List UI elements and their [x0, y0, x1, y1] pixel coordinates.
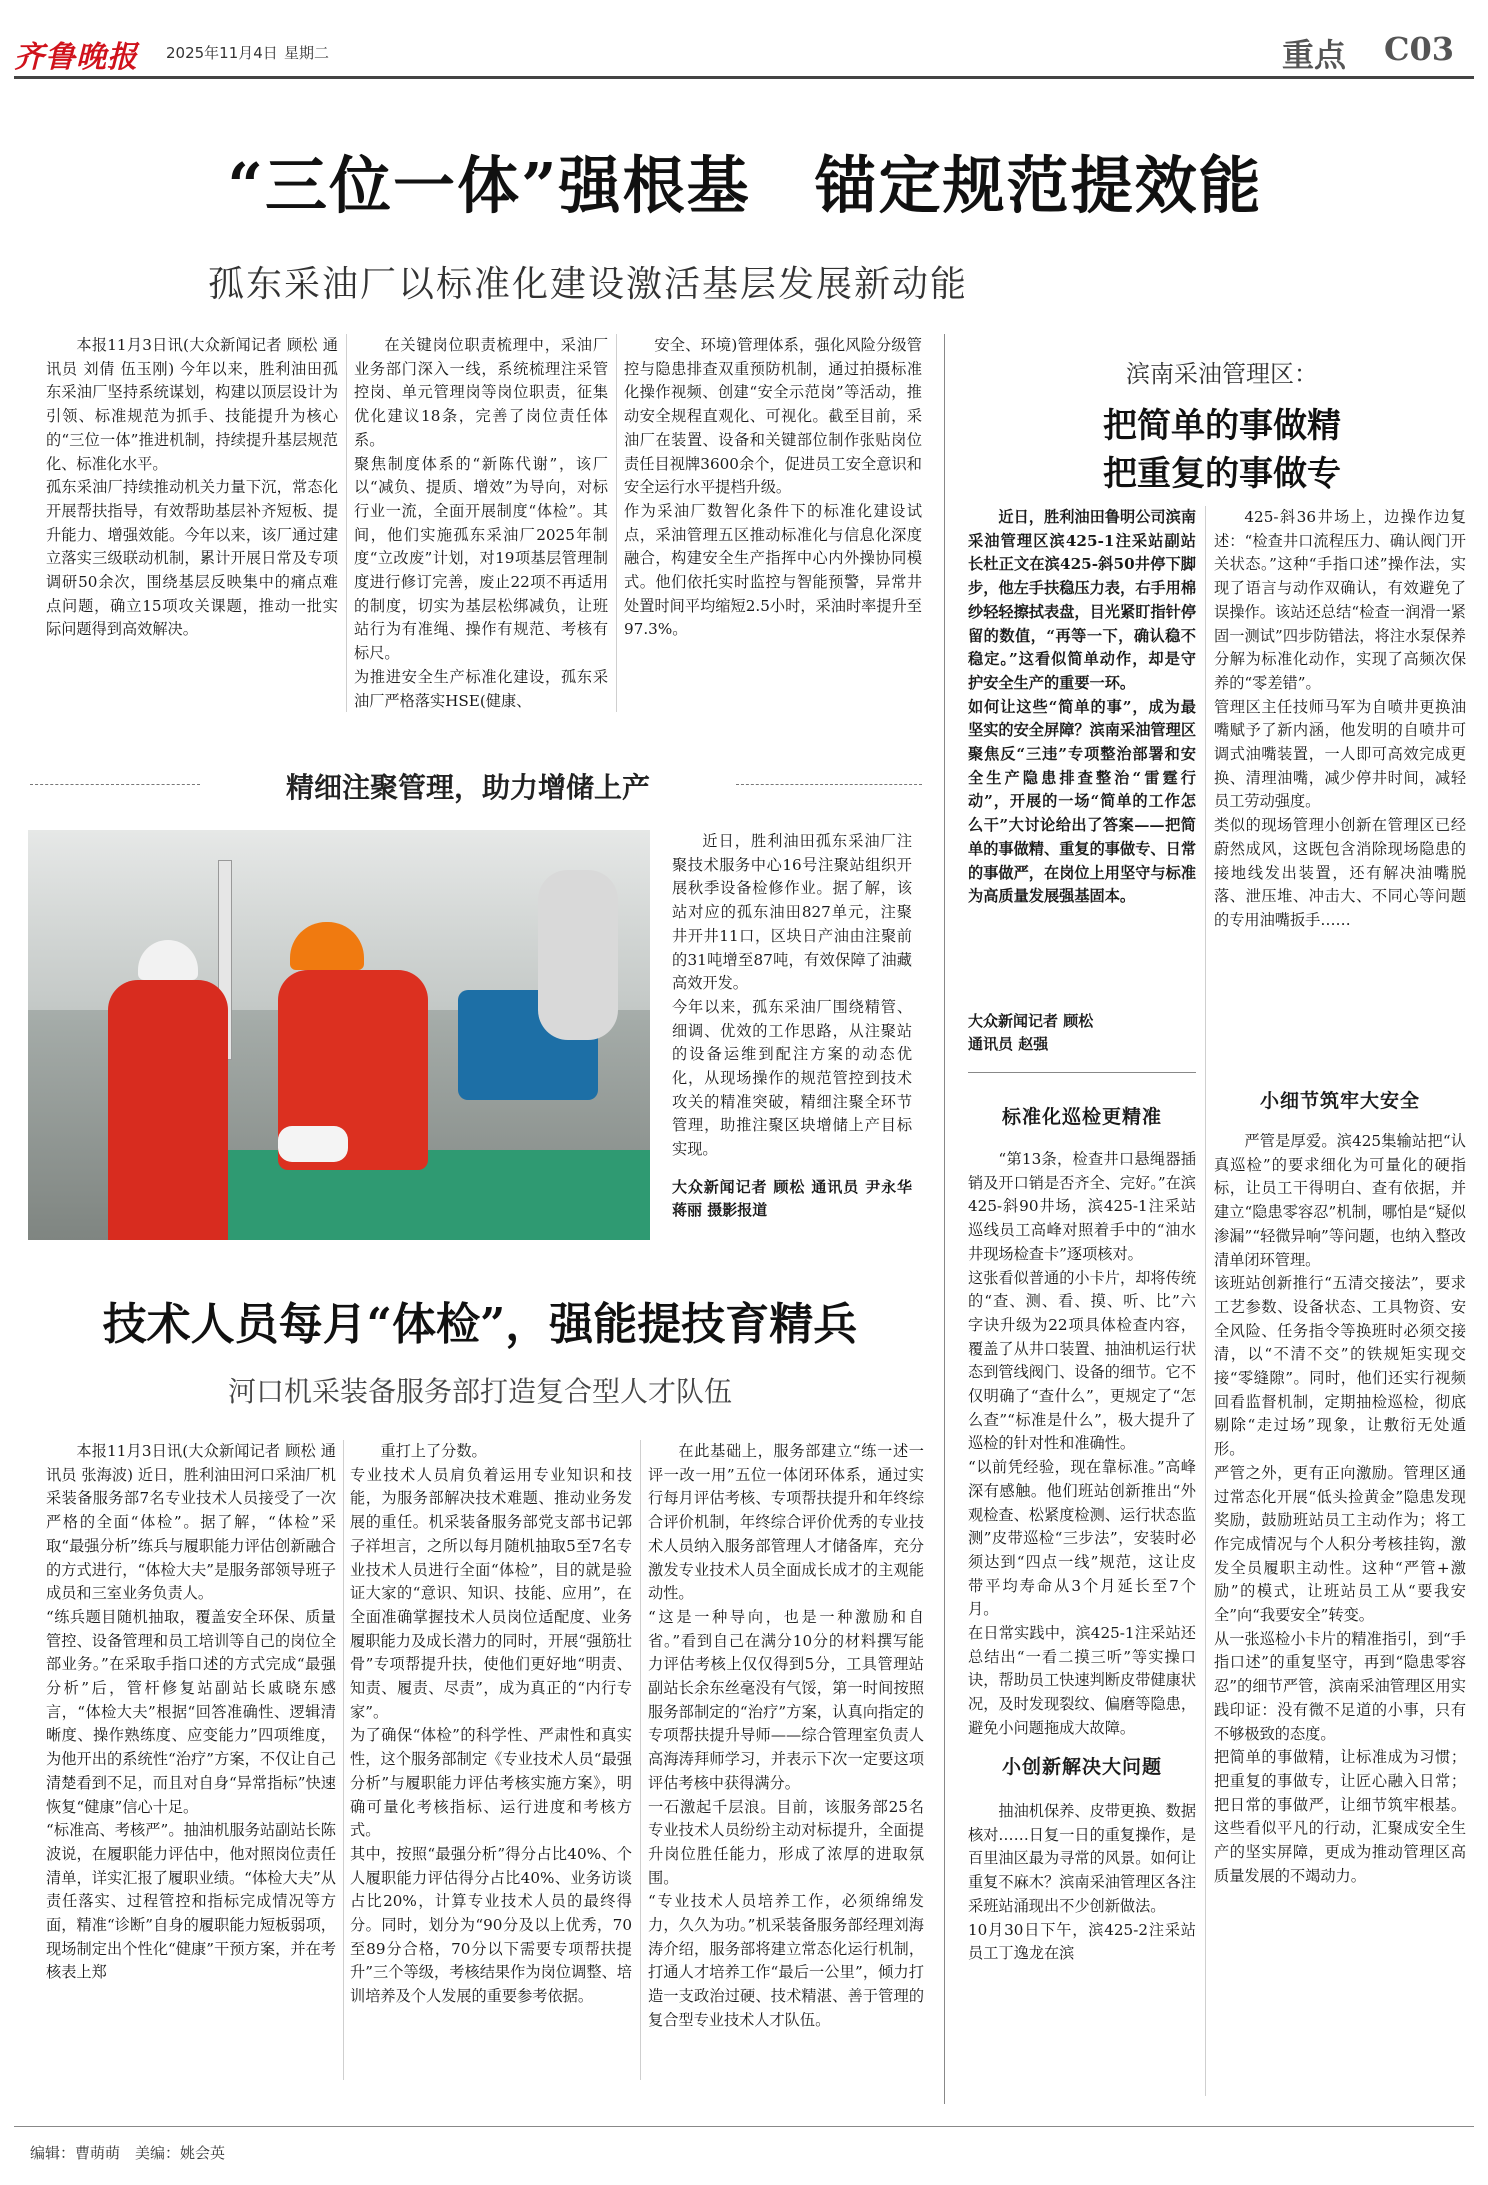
side-headline-2: 把重复的事做专 — [1103, 454, 1341, 494]
footer-editor: 编辑：曹萌萌 美编：姚会英 — [30, 2144, 226, 2162]
column-divider — [343, 1440, 344, 2080]
footer-rule — [14, 2126, 1474, 2127]
column-divider — [616, 334, 617, 712]
side-subhead-3: 小细节筑牢大安全 — [1259, 1090, 1420, 1112]
photo-story-text: 近日，胜利油田孤东采油厂注聚技术服务中心16号注聚站组织开展秋季设备检修作业。据了解，该站对应的孤东油田827单元，注聚井开井11口，区块日产油由注聚前的31吨增至87吨，有效保障了油藏高效开发。 今年以来，孤东采油厂围绕精管、细调、优效的工作思路，从注聚站的设备运维到配注方案的动态优化，从现场操作的规范管控到技术攻关的精准突破，精细注聚全环节管理，助推注聚区块增储上产目标实现。 — [672, 832, 912, 1159]
second-story-column-1: 本报11月3日讯(大众新闻记者 顾松 通讯员 张海波) 近日，胜利油田河口采油厂机采装备服务部7名专业技术人员接受了一次严格的全面“体检”。据了解，“体检”采取“最强分析”练兵与履职能力评估创新融合的方式进行，“体检大夫”是服务部领导班子成员和三室业务负责人。 “练兵题目随机抽取，覆盖安全环保、质量管控、设备管理和员工培训等自己的岗位全部业务。”在采取手指口述的方式完成“最强分析”后，管杆修复站副站长戚晓东感言，“体检大夫”根据“回答准确性、逻辑清晰度、操作熟练度、应变能力”四项维度，为他开出的系统性“治疗”方案，不仅让自己清楚看到不足，而且对自身“异常指标”快速恢复“健康”信心十足。 “标准高、考核严”。抽油机服务站副站长陈波说，在履职能力评估中，他对照岗位责任清单，详实汇报了履职业绩。“体检大夫”从责任落实、过程管控和指标完成情况等方面，精准“诊断”自身的履职能力短板弱项，现场制定出个性化“健康”干预方案，并在考核表上郑 — [46, 1442, 336, 1982]
top-story-column-2: 在关键岗位职责梳理中，采油厂业务部门深入一线，系统梳理注采管控岗、单元管理岗等岗位职责，征集优化建议18条，完善了岗位责任体系。 聚焦制度体系的“新陈代谢”，该厂以“减负、提质、增效”为导向，对标行业一流，全面开展制度“体检”。其间，他们实施孤东采油厂2025年制度“立改废”计划，对19项基层管理制度进行修订完善，废止22项不再适用的制度，切实为基层松绑减负，让班站行为有准绳、操作有规范、考核有标尺。 为推进安全生产标准化建设，孤东采油厂严格落实HSE(健康、 — [354, 336, 608, 710]
second-headline: 技术人员每月“体检”，强能提技育精兵 — [102, 1299, 858, 1350]
section-name: 重点 — [1282, 36, 1347, 74]
side-column-2-text: 425-斜36井场上，边操作边复述：“检查井口流程压力、确认阀门开关状态。”这种“手指口述”操作法，实现了语言与动作双确认，有效避免了误操作。该站还总结“检查一润滑一紧固一测试”四步防错法，将注水泵保养分解为标准化动作，实现了高频次保养的“零差错”。 管理区主任技师马军为自喷井更换油嘴赋予了新内涵，他发明的自喷井可调式油嘴装置，一人即可高效完成更换、清理油嘴，减少停井时间，减轻员工劳动强度。 类似的现场管理小创新在管理区已经蔚然成风，这既包含消除现场隐患的接地线发出装置，还有解决油嘴脱落、泄压堆、冲击大、不同心等问题的专用油嘴扳手…… — [1214, 508, 1466, 929]
newspaper-logo: 齐鲁晚报 — [14, 40, 138, 75]
section-banner: 精细注聚管理，助力增储上产 — [285, 771, 650, 804]
issue-weekday: 星期二 — [284, 44, 330, 62]
side-rule — [968, 1072, 1196, 1073]
side-lead-text: 近日，胜利油田鲁明公司滨南采油管理区滨425-1注采站副站长杜正文在滨425-斜50井停下脚步，他左手扶稳压力表，右手用棉纱轻轻擦拭表盘，目光紧盯指针停留的数值，“再等一下，确认稳不稳定。”这看似简单动作，却是守护安全生产的重要一环。 如何让这些“简单的事”，成为最坚实的安全屏障？滨南采油管理区聚焦反“三违”专项整治部署和安全生产隐患排查整治“雷霆行动”，开展的一场“简单的工作怎么干”大讨论给出了答案——把简单的事做精、重复的事做专、日常的事做严，在岗位上用坚守与标准为高质量发展强基固本。 — [968, 508, 1196, 906]
masthead-rule — [14, 76, 1474, 79]
column-divider — [346, 334, 347, 712]
worker-1-body — [108, 980, 228, 1240]
side-subhead-2-text: 抽油机保养、皮带更换、数据核对……日复一日的重复操作，是百里油区最为寻常的风景。如何让重复不麻木？滨南采油管理区各注采班站涌现出不少创新做法。 10月30日下午，滨425-2注采站员工丁逸龙在滨 — [968, 1802, 1196, 1963]
sidebar-divider — [944, 334, 945, 2104]
side-subhead-1: 标准化巡检更精准 — [1001, 1106, 1162, 1128]
news-photo — [28, 830, 650, 1240]
banner-dash-left — [30, 784, 200, 785]
side-headline-1: 把简单的事做精 — [1103, 406, 1341, 446]
top-story-column-1: 本报11月3日讯(大众新闻记者 顾松 通讯员 刘倩 伍玉刚) 今年以来，胜利油田孤东采油厂坚持系统谋划，构建以顶层设计为引领、标准规范为抓手、技能提升为核心的“三位一体”推进机制，持续提升基层规范化、标准化水平。 孤东采油厂持续推动机关力量下沉，常态化开展帮扶指导，有效帮助基层补齐短板、提升能力、增强效能。今年以来，该厂通过建立落实三级联动机制，累计开展日常及专项调研50余次，围绕基层反映集中的痛点难点问题，确立15项攻关课题，推动一批实际问题得到高效解决。 — [46, 336, 338, 639]
banner-dash-right — [736, 784, 922, 785]
top-subheadline: 孤东采油厂以标准化建设激活基层发展新动能 — [207, 264, 968, 305]
top-headline: “三位一体”强根基 锚定规范提效能 — [227, 149, 1263, 222]
side-lead-credit: 大众新闻记者 顾松 通讯员 赵强 — [968, 1012, 1094, 1053]
side-kicker: 滨南采油管理区： — [1126, 360, 1318, 388]
photo-credit: 大众新闻记者 顾松 通讯员 尹永华 蒋丽 摄影报道 — [672, 1178, 912, 1219]
side-subhead-1-text: “第13条，检查井口悬绳器插销及开口销是否齐全、完好。”在滨425-斜90井场，滨425-1注采站巡线员工高峰对照着手中的“油水井现场检查卡”逐项核对。 这张看似普通的小卡片，却将传统的“查、测、看、摸、听、比”六字诀升级为22项具体检查内容，覆盖了从井口装置、抽油机运行状态到管线阀门、设备的细节。它不仅明确了“查什么”，更规定了“怎么查”“标准是什么”，极大提升了巡检的针对性和准确性。 “以前凭经验，现在靠标准。”高峰深有感触。他们班站创新推出“外观检查、松紧度检测、运行状态监测”皮带巡检“三步法”，安装时必须达到“四点一线”规范，这让皮带平均寿命从3个月延长至7个月。 在日常实践中，滨425-1注采站还总结出“一看二摸三听”等实操口诀，帮助员工快速判断皮带健康状况，及时发现裂纹、偏磨等隐患，避免小问题拖成大故障。 — [968, 1150, 1196, 1737]
top-story-column-3: 安全、环境)管理体系，强化风险分级管控与隐患排查双重预防机制，通过拍摄标准化操作视频、创建“安全示范岗”等活动，推动安全规程直观化、可视化。截至目前，采油厂在装置、设备和关键部位制作张贴岗位责任目视牌3600余个，促进员工安全意识和安全运行水平提档升级。 作为采油厂数智化条件下的标准化建设试点，采油管理五区推动标准化与信息化深度融合，构建安全生产指挥中心内外操协同模式。他们依托实时监控与智能预警，异常井处置时间平均缩短2.5小时，采油时率提升至97.3%。 — [624, 336, 922, 639]
page-number: C03 — [1384, 30, 1454, 68]
second-subheadline: 河口机采装备服务部打造复合型人才队伍 — [227, 1375, 732, 1408]
second-story-column-3: 在此基础上，服务部建立“练一述一评一改一用”五位一体闭环体系，通过实行每月评估考核、专项帮扶提升和年终综合评价机制，年终综合评价优秀的专业技术人员纳入服务部管理人才储备库，充分激发专业技术人员全面成长成才的主观能动性。 “这是一种导向，也是一种激励和自省。”看到自己在满分10分的材料撰写能力评估考核上仅仅得到5分，工具管理站副站长余东丝毫没有气馁，第一时间按照服务部制定的“治疗”方案，认真向指定的专项帮扶提升导师——综合管理室负责人高海涛拜师学习，并表示下次一定要这项评估考核中获得满分。 一石激起千层浪。目前，该服务部25名专业技术人员纷纷主动对标提升，全面提升岗位胜任能力，形成了浓厚的进取氛围。 “专业技术人员培养工作，必须绵绵发力，久久为功。”机采装备服务部经理刘海涛介绍，服务部将建立常态化运行机制，打通人才培养工作“最后一公里”，倾力打造一支政治过硬、技术精湛、善于管理的复合型专业技术人才队伍。 — [648, 1442, 924, 2029]
side-subhead-3-text: 严管是厚爱。滨425集输站把“认真巡检”的要求细化为可量化的硬指标，让员工干得明白、查有依据，并建立“隐患零容忍”机制，哪怕是“疑似渗漏”“轻微异响”等问题，也纳入整改清单闭环管理。 该班站创新推行“五清交接法”，要求工艺参数、设备状态、工具物资、安全风险、任务指令等换班时必须交接清，以“不清不交”的铁规矩实现交接“零缝隙”。同时，他们还实行视频回看监督机制，定期抽检巡检，彻底剔除“走过场”现象，让敷衍无处遁形。 严管之外，更有正向激励。管理区通过常态化开展“低头捡黄金”隐患发现奖励，鼓励班站员工主动作为；将工作完成情况与个人积分考核挂钩，激发全员履职主动性。这种“严管+激励”的模式，让班站员工从“要我安全”向“我要安全”转变。 从一张巡检小卡片的精准指引，到“手指口述”的重复坚守，再到“隐患零容忍”的细节严管，滨南采油管理区用实践印证：没有微不足道的小事，只有不够极致的态度。 把简单的事做精，让标准成为习惯；把重复的事做专，让匠心融入日常；把日常的事做严，让细节筑牢根基。这些看似平凡的行动，汇聚成安全生产的坚实屏障，更成为推动管理区高质量发展的不竭动力。 — [1214, 1132, 1466, 1885]
column-divider — [640, 1440, 641, 2080]
second-story-column-2: 重打上了分数。 专业技术人员肩负着运用专业知识和技能，为服务部解决技术难题、推动业务发展的重任。机采装备服务部党支部书记郭子祥坦言，之所以每月随机抽取5至7名专业技术人员进行全面“体检”，目的就是验证大家的“意识、知识、技能、应用”，在全面准确掌握技术人员岗位适配度、业务履职能力及成长潜力的同时，开展“强筋壮骨”专项帮提升扶，使他们更好地“明责、知责、履责、尽责”，成为真正的“内行专家”。 为了确保“体检”的科学性、严肃性和真实性，这个服务部制定《专业技术人员“最强分析”与履职能力评估考核实施方案》，明确可量化考核指标、运行进度和考核方式。 其中，按照“最强分析”得分占比40%、个人履职能力评估得分占比40%、业务访谈占比20%，计算专业技术人员的最终得分。同时，划分为“90分及以上优秀，70至89分合格，70分以下需要专项帮扶提升”三个等级，考核结果作为岗位调整、培训培养及个人发展的重要参考依据。 — [350, 1442, 632, 2006]
column-divider — [1205, 506, 1206, 2096]
photo-tank — [538, 870, 618, 1040]
worker-2-glove — [278, 1126, 348, 1162]
issue-date: 2025年11月4日 — [166, 44, 278, 62]
side-subhead-2: 小创新解决大问题 — [1001, 1756, 1162, 1778]
masthead — [14, 30, 1474, 75]
